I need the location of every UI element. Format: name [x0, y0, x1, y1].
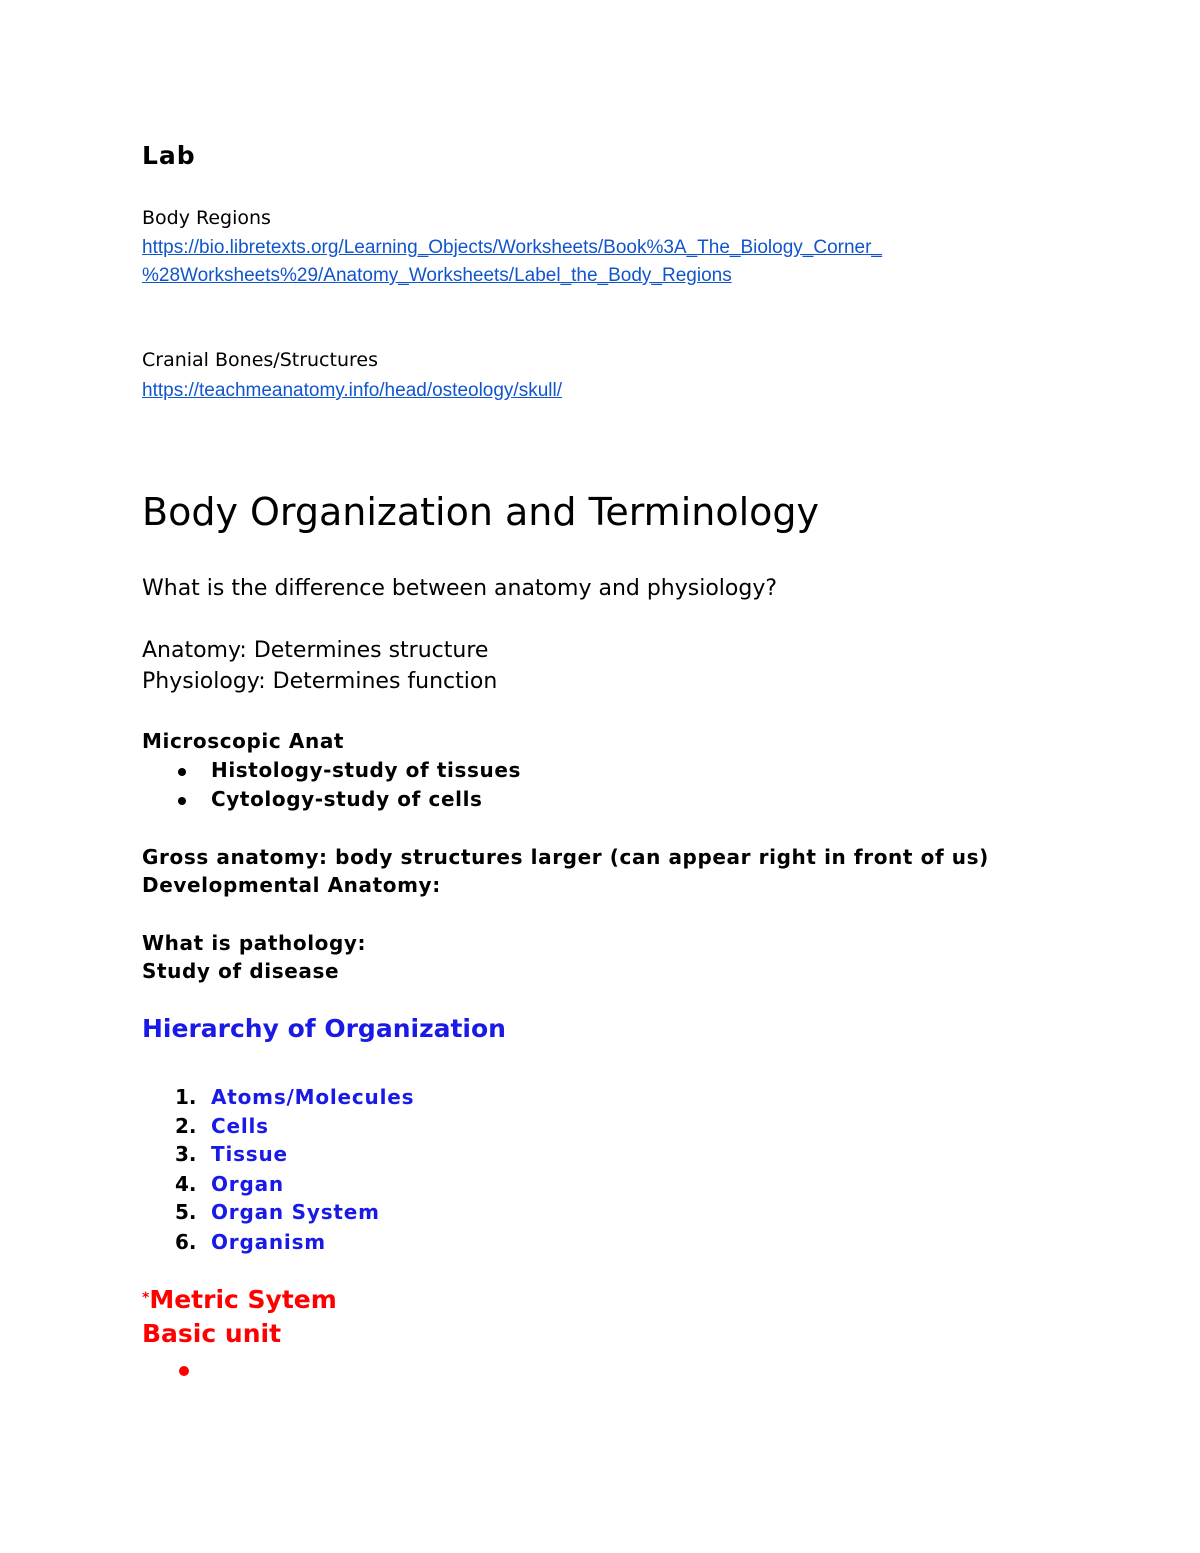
lab-heading: Lab — [142, 141, 196, 170]
bullet-icon — [179, 1366, 189, 1376]
list-item: Cytology-study of cells — [211, 787, 483, 811]
hierarchy-item: Cells — [211, 1114, 269, 1138]
cranial-link[interactable]: https://teachmeanatomy.info/head/osteology/skull/ — [142, 380, 563, 401]
hierarchy-item: Organism — [211, 1230, 326, 1254]
pathology-question: What is pathology: — [142, 931, 367, 955]
bullet-icon — [178, 768, 186, 776]
pathology-answer: Study of disease — [142, 959, 340, 983]
developmental-anatomy: Developmental Anatomy: — [142, 873, 441, 897]
hierarchy-item: Organ — [211, 1172, 284, 1196]
list-item: Histology-study of tissues — [211, 758, 522, 782]
list-number: 1. — [175, 1085, 197, 1109]
bullet-icon — [178, 797, 186, 805]
list-number: 2. — [175, 1114, 197, 1138]
hierarchy-item: Organ System — [211, 1200, 380, 1224]
body-regions-link-line2[interactable]: %28Worksheets%29/Anatomy_Worksheets/Label_the_Body_Regions — [142, 265, 732, 286]
cranial-label: Cranial Bones/Structures — [142, 349, 378, 371]
hierarchy-item: Atoms/Molecules — [211, 1085, 415, 1109]
anatomy-physiology-question: What is the difference between anatomy and physiology? — [142, 576, 778, 601]
physiology-definition: Physiology: Determines function — [142, 669, 498, 694]
page-title: Body Organization and Terminology — [142, 490, 820, 534]
body-regions-link-line1[interactable]: https://bio.libretexts.org/Learning_Objects/Worksheets/Book%3A_The_Biology_Corner_ — [142, 237, 882, 258]
basic-unit-heading: Basic unit — [142, 1319, 282, 1348]
hierarchy-item: Tissue — [211, 1142, 288, 1166]
gross-anatomy: Gross anatomy: body structures larger (can appear right in front of us) — [142, 845, 989, 869]
body-regions-label: Body Regions — [142, 207, 271, 229]
asterisk: * — [142, 1290, 150, 1306]
microscopic-heading: Microscopic Anat — [142, 729, 345, 753]
hierarchy-heading: Hierarchy of Organization — [142, 1014, 506, 1043]
list-number: 5. — [175, 1200, 197, 1224]
metric-heading-text: Metric Sytem — [149, 1285, 337, 1314]
list-number: 6. — [175, 1230, 197, 1254]
list-number: 3. — [175, 1142, 197, 1166]
metric-heading — [142, 1285, 337, 1314]
anatomy-definition: Anatomy: Determines structure — [142, 638, 489, 663]
list-number: 4. — [175, 1172, 197, 1196]
